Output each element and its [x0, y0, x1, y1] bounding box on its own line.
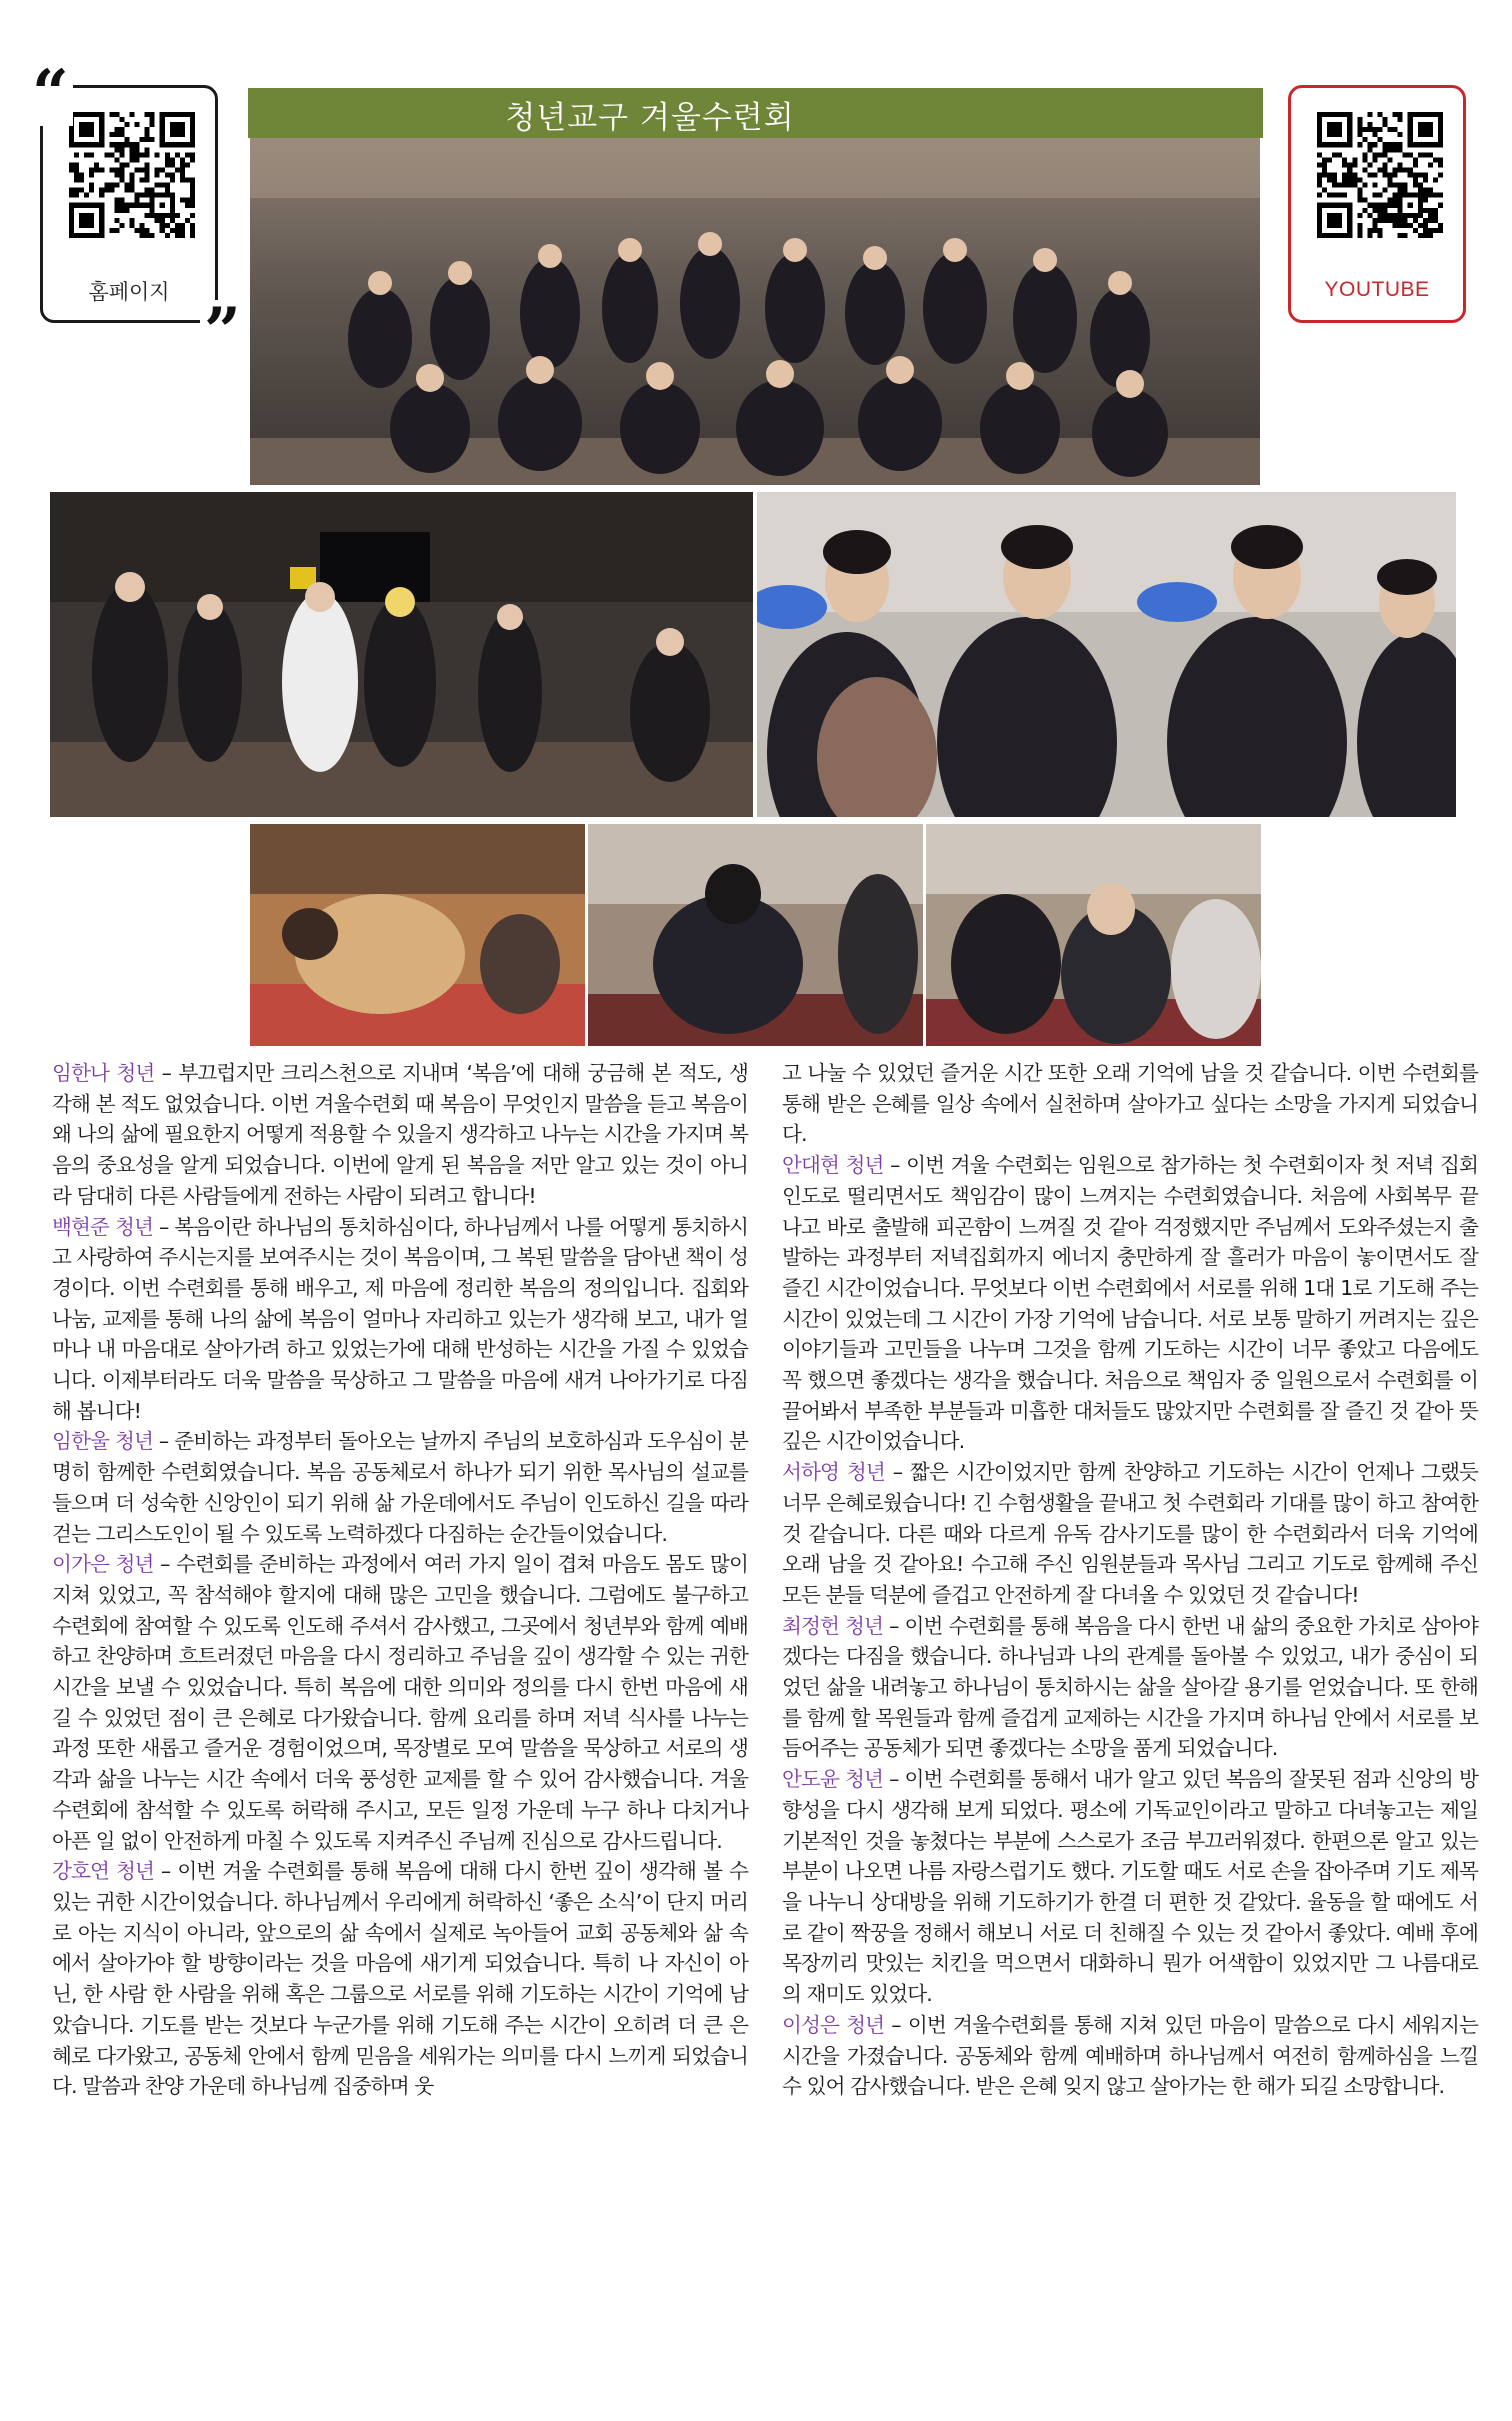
open-quote-icon: “	[28, 62, 73, 126]
testimony-author: 최정헌 청년	[782, 1613, 884, 1638]
testimony-text: – 부끄럽지만 크리스천으로 지내며 ‘복음’에 대해 궁금해 본 적도, 생각해 본 적도 없었습니다. 이번 겨울수련회 때 복음이 무엇인지 말씀을 듣고 복음이 왜 나의 삶에 필요한지 어떻게 적용할 수 있을지 생각하고 나누는 시간을 가지며 복음의 중요성을 알게 되었습니다. 이번에 알게 된 복음을 저만 알고 있는 것이 아니라 담대히 다른 사람들에게 전하는 사람이 되려고 합니다!	[52, 1061, 748, 1208]
testimony-text: – 이번 수련회를 통해 복음을 다시 한번 내 삶의 중요한 가치로 삼아야겠다는 다짐을 했습니다. 하나님과 나의 관계를 돌아볼 수 있었고, 내가 중심이 되었던 삶을 내려놓고 하나님이 통치하시는 삶을 살아갈 용기를 얻었습니다. 또 한해를 함께 할 목원들과 함께 즐겁게 교제하는 시간을 가지며 하나님 안에서 서로를 보듬어주는 공동체가 되면 좋겠다는 소망을 품게 되었습니다.	[782, 1613, 1478, 1761]
youtube-qr-code-icon[interactable]	[1317, 112, 1443, 238]
homepage-qr-code-icon[interactable]	[69, 112, 195, 238]
testimony-column-right	[782, 1058, 1478, 2102]
testimony-author: 임한나 청년	[52, 1061, 155, 1085]
testimony-author: 안도윤 청년	[782, 1767, 884, 1792]
testimony-text: – 이번 겨울 수련회는 임원으로 참가하는 첫 수련회이자 첫 저녁 집회 인도로 떨리면서도 책임감이 많이 느껴지는 수련회였습니다. 처음에 사회복무 끝나고 바로 출발해 피곤함이 느껴질 것 같아 걱정했지만 주님께서 도와주셨는지 출발하는 과정부터 저녁집회까지 에너지 충만하게 잘 흘러가 마음이 놓이면서도 잘 즐긴 시간이었습니다. 무엇보다 이번 수련회에서 서로를 위해 1대 1로 기도해 주는 시간이 있었는데 그 시간이 가장 기억에 남습니다. 서로 보통 말하기 꺼려지는 깊은 이야기들과 고민들을 나누며 그것을 함께 기도하는 시간이 너무 좋았고 다음에도 꼭 했으면 좋겠다는 생각을 했습니다. 처음으로 책임자 중 일원으로서 수련회를 이끌어봐서 부족한 부분들과 미흡한 대처들도 많았지만 수련회를 잘 즐긴 것 같아 뜻깊은 시간이었습니다.	[782, 1153, 1478, 1454]
testimony-author: 안대현 청년	[782, 1153, 884, 1178]
testimony-text: – 복음이란 하나님의 통치하심이다, 하나님께서 나를 어떻게 통치하시고 사랑하여 주시는지를 보여주시는 것이 복음이며, 그 복된 말씀을 담아낸 책이 성경이다. 이번 수련회를 통해 배우고, 제 마음에 정리한 복음의 정의입니다. 집회와 나눔, 교제를 통해 나의 삶에 복음이 얼마나 자리하고 있는가 생각해 보고, 내가 얼마나 내 마음대로 살아가려 하고 있었는가에 대해 반성하는 시간을 가질 수 있었습니다. 이제부터라도 더욱 말씀을 묵상하고 그 말씀을 마음에 새겨 나아가기로 다짐해 봅니다!	[52, 1214, 749, 1423]
testimony-text: – 이번 수련회를 통해서 내가 알고 있던 복음의 잘못된 점과 신앙의 방향성을 다시 생각해 보게 되었다. 평소에 기독교인이라고 말하고 다녀놓고는 제일 기본적인 것을 놓쳤다는 부분에 스스로가 조금 부끄러워졌다. 한편으론 알고 있는 부분이 나오면 나름 자랑스럽기도 했다. 기도할 때도 서로 손을 잡아주며 기도 제목을 나누니 상대방을 위해 기도하기가 한결 더 편한 것 같았다. 율동을 할 때에도 서로 같이 짝꿍을 정해서 해보니 서로 더 친해질 수 있는 것 같아서 좋았다. 예배 후에 목장끼리 맛있는 치킨을 먹으면서 대화하니 뭔가 어색함이 있었지만 그 나름대로의 재미도 있었다.	[782, 1767, 1478, 2007]
testimony-entry	[782, 1611, 1478, 1765]
testimony-entry	[52, 1856, 748, 2102]
testimony-entry	[52, 1058, 748, 1212]
group-photo	[250, 138, 1260, 485]
close-quote-icon: ”	[200, 300, 245, 364]
homepage-label: 홈페이지	[88, 281, 170, 304]
testimony-column-left	[52, 1058, 748, 2102]
testimony-entry	[52, 1549, 748, 1856]
prayer-photo-1	[250, 824, 585, 1046]
testimony-entry	[52, 1212, 748, 1427]
testimony-text: – 이번 겨울수련회를 통해 지쳐 있던 마음이 말씀으로 다시 세워지는 시간을 가졌습니다. 공동체와 함께 예배하며 하나님께서 여전히 함께하심을 느낄 수 있어 감사했습니다. 받은 은혜 잊지 않고 살아가는 한 해가 되길 소망합니다.	[782, 2012, 1478, 2099]
youtube-label: YOUTUBE	[1324, 278, 1430, 301]
testimony-text: – 이번 겨울 수련회를 통해 복음에 대해 다시 한번 깊이 생각해 볼 수 있는 귀한 시간이었습니다. 하나님께서 우리에게 허락하신 ‘좋은 소식’이 단지 머리로 아는 지식이 아니라, 앞으로의 삶 속에서 실제로 녹아들어 교회 공동체와 삶 속에서 살아가야 할 방향이라는 것을 마음에 새기게 되었습니다. 특히 나 자신이 아닌, 한 사람 한 사람을 위해 혹은 그룹으로 서로를 위해 기도하는 시간이 기억에 남았습니다. 기도를 받는 것보다 누군가를 위해 기도해 주는 시간이 오히려 더 큰 은혜로 다가왔고, 공동체 안에서 함께 믿음을 세워가는 의미를 다시 느끼게 되었습니다. 말씀과 찬양 가운데 하나님께 집중하며 웃	[52, 1859, 748, 2099]
youtube-qr-card[interactable]	[1288, 85, 1466, 323]
page-title: 청년교구 겨울수련회	[378, 90, 922, 146]
worship-photo	[757, 492, 1456, 817]
testimony-text: – 수련회를 준비하는 과정에서 여러 가지 일이 겹쳐 마음도 몸도 많이 지쳐 있었고, 꼭 참석해야 할지에 대해 많은 고민을 했습니다. 그럼에도 불구하고 수련회에 참여할 수 있도록 인도해 주셔서 감사했고, 그곳에서 청년부와 함께 예배하고 찬양하며 흐트러졌던 마음을 다시 정리하고 주님을 깊이 생각할 수 있는 귀한 시간을 보낼 수 있었습니다. 특히 복음에 대한 의미와 정의를 다시 한번 마음에 새길 수 있었던 점이 큰 은혜로 다가왔습니다. 함께 요리를 하며 저녁 식사를 나누는 과정 또한 새롭고 즐거운 경험이었으며, 목장별로 모여 말씀을 묵상하고 서로의 생각과 삶을 나누는 시간 속에서 더욱 풍성한 교제를 할 수 있어 감사했습니다. 겨울 수련회에 참석할 수 있도록 허락해 주시고, 모든 일정 가운데 누구 하나 다치거나 아픈 일 없이 안전하게 마칠 수 있도록 지켜주신 주님께 진심으로 감사드립니다.	[52, 1552, 748, 1853]
testimony-continuation: 고 나눌 수 있었던 즐거운 시간 또한 오래 기억에 남을 것 같습니다. 이번 수련회를 통해 받은 은혜를 일상 속에서 실천하며 살아가고 싶다는 소망을 가지게 되었습니다.	[782, 1061, 1478, 1147]
testimony-entry	[782, 1457, 1478, 1611]
testimony-author: 서하영 청년	[782, 1460, 885, 1485]
testimony-entry	[782, 2010, 1478, 2102]
prayer-photo-3	[926, 824, 1261, 1046]
prayer-photo-2	[588, 824, 923, 1046]
praise-team-photo	[50, 492, 753, 817]
testimony-author: 강호연 청년	[52, 1859, 154, 1884]
testimony-author: 임한울 청년	[52, 1429, 153, 1454]
testimony-text: – 준비하는 과정부터 돌아오는 날까지 주님의 보호하심과 도우심이 분명히 함께한 수련회였습니다. 복음 공동체로서 하나가 되기 위한 목사님의 설교를 들으며 더 성숙한 신앙인이 되기 위해 삶 가운데에서도 주님이 인도하신 길을 따라 걷는 그리스도인이 될 수 있도록 노력하겠다 다짐하는 순간들이었습니다.	[52, 1429, 748, 1546]
testimony-entry	[782, 1150, 1478, 1457]
testimony-text: – 짧은 시간이었지만 함께 찬양하고 기도하는 시간이 언제나 그랬듯 너무 은혜로웠습니다! 긴 수험생활을 끝내고 첫 수련회라 기대를 많이 하고 참여한 것 같습니다. 다른 때와 다르게 유독 감사기도를 많이 한 수련회라서 더욱 기억에 오래 남을 것 같아요! 수고해 주신 임원분들과 목사님 그리고 기도로 함께해 주신 모든 분들 덕분에 즐겁고 안전하게 잘 다녀올 수 있었던 것 같습니다!	[782, 1460, 1478, 1607]
testimony-author: 이성은 청년	[782, 2012, 885, 2037]
testimony-entry	[52, 1426, 748, 1549]
testimony-entry	[782, 1764, 1478, 2010]
testimony-author: 이가은 청년	[52, 1552, 154, 1577]
testimony-author: 백현준 청년	[52, 1214, 153, 1239]
